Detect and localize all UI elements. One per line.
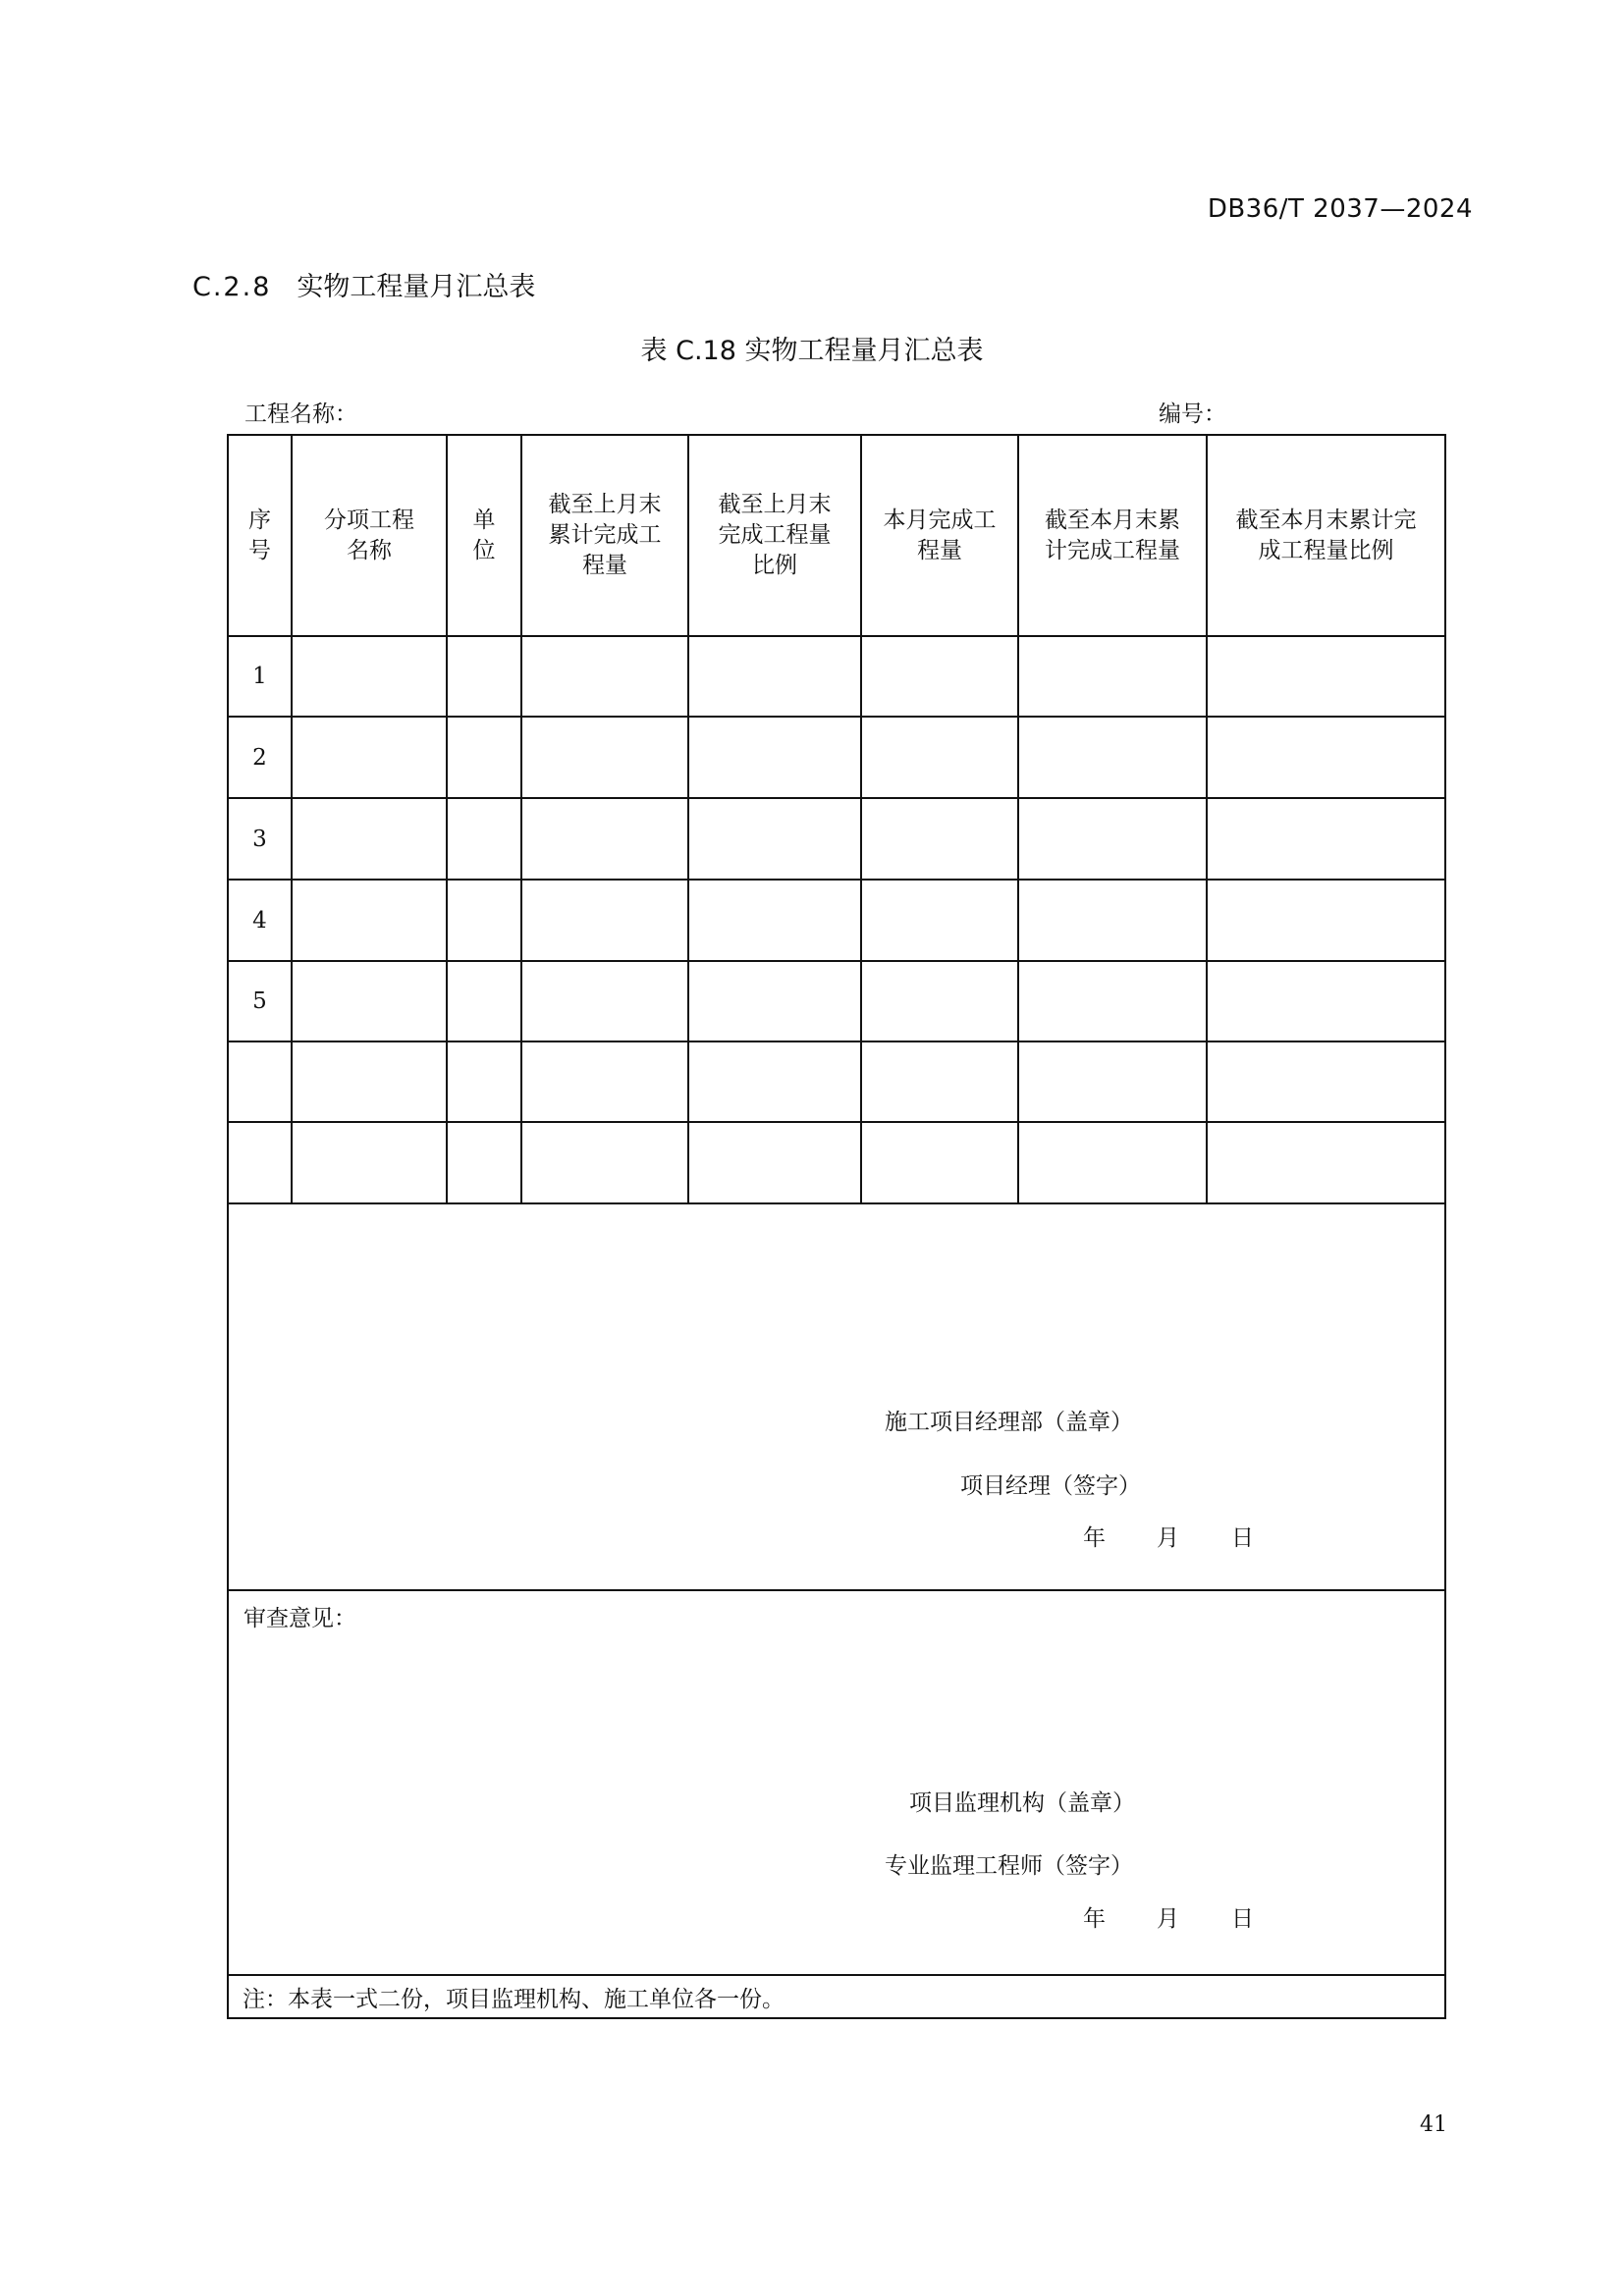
header-cell-cur-ratio	[1207, 435, 1445, 636]
table-cell	[861, 961, 1018, 1041]
table-cell	[1018, 880, 1207, 961]
table-cell	[861, 717, 1018, 798]
supervision-org-seal-label: 项目监理机构（盖章）	[909, 1790, 1135, 1816]
header-line: 位	[472, 537, 496, 563]
summary-table	[227, 434, 1446, 2019]
header-cell-this-month	[861, 435, 1018, 636]
review-year-label: 年	[1083, 1906, 1106, 1932]
table-cell	[292, 1122, 447, 1203]
table-cell	[1207, 961, 1445, 1041]
section-heading	[192, 265, 535, 303]
header-line: 截至上月末	[718, 492, 832, 517]
table-cell	[861, 880, 1018, 961]
header-line: 分项工程	[324, 507, 414, 533]
table-row	[228, 961, 1445, 1041]
table-cell	[521, 798, 688, 880]
table-cell	[1207, 717, 1445, 798]
project-name-label: 工程名称：	[244, 401, 357, 427]
table-cell	[1018, 798, 1207, 880]
header-cell-seq	[228, 435, 292, 636]
header-line: 完成工程量	[718, 522, 832, 548]
header-line: 比例	[752, 553, 797, 578]
table-cell	[447, 798, 521, 880]
construction-day-label: 日	[1231, 1525, 1254, 1551]
table-cell	[447, 717, 521, 798]
table-cell	[447, 1041, 521, 1122]
header-cell-unit	[447, 435, 521, 636]
header-line: 本月完成工	[883, 507, 997, 533]
table-row	[228, 1041, 1445, 1122]
table-cell	[688, 636, 861, 717]
table-row	[228, 717, 1445, 798]
table-cell	[688, 1041, 861, 1122]
header-row	[228, 435, 1445, 636]
header-cell-prev-ratio	[688, 435, 861, 636]
table-cell	[1207, 1122, 1445, 1203]
table-cell	[1018, 636, 1207, 717]
table-cell	[1018, 717, 1207, 798]
table-cell	[1207, 880, 1445, 961]
table-cell	[688, 1122, 861, 1203]
table-row	[228, 1122, 1445, 1203]
note-cell: 注：本表一式二份，项目监理机构、施工单位各一份。	[228, 1975, 1445, 2018]
section-number: C.2.8	[192, 272, 272, 302]
header-line: 成工程量比例	[1258, 537, 1394, 563]
table-cell	[688, 961, 861, 1041]
review-cell	[228, 1590, 1445, 1975]
table-cell	[447, 961, 521, 1041]
table-cell	[521, 961, 688, 1041]
row-number: 1	[228, 636, 292, 717]
header-line: 截至上月末	[548, 492, 662, 517]
table-row	[228, 636, 1445, 717]
table-cell	[447, 880, 521, 961]
note-row	[228, 1975, 1445, 2018]
table-cell	[292, 961, 447, 1041]
table-row	[228, 798, 1445, 880]
table-cell	[1207, 1041, 1445, 1122]
row-number	[228, 1041, 292, 1122]
header-line: 序	[248, 507, 271, 533]
row-number: 4	[228, 880, 292, 961]
header-line: 截至本月末累	[1045, 507, 1180, 533]
table-cell	[521, 636, 688, 717]
table-cell	[292, 880, 447, 961]
table-cell	[447, 1122, 521, 1203]
table-caption: 表 C.18 实物工程量月汇总表	[640, 336, 984, 366]
table-cell	[861, 798, 1018, 880]
table-cell	[1018, 961, 1207, 1041]
table-cell	[688, 880, 861, 961]
table-cell	[521, 1041, 688, 1122]
table-cell	[1207, 636, 1445, 717]
review-month-label: 月	[1157, 1906, 1179, 1932]
construction-sign-row	[228, 1203, 1445, 1590]
header-cell-cur-cumulative	[1018, 435, 1207, 636]
table-cell	[688, 798, 861, 880]
header-cell-item-name	[292, 435, 447, 636]
header-line: 计完成工程量	[1045, 537, 1180, 563]
table-cell	[447, 636, 521, 717]
document-code: DB36/T 2037—2024	[1207, 194, 1473, 224]
table-cell	[521, 880, 688, 961]
header-line: 截至本月末累计完	[1235, 507, 1417, 533]
row-number: 3	[228, 798, 292, 880]
table-cell	[1207, 798, 1445, 880]
construction-sign-cell	[228, 1203, 1445, 1590]
row-number: 5	[228, 961, 292, 1041]
supervision-engineer-sign-label: 专业监理工程师（签字）	[885, 1853, 1133, 1879]
table-cell	[521, 717, 688, 798]
header-line: 累计完成工	[548, 522, 662, 548]
header-line: 程量	[582, 553, 627, 578]
construction-dept-seal-label: 施工项目经理部（盖章）	[885, 1410, 1133, 1435]
table-cell	[861, 1041, 1018, 1122]
project-manager-sign-label: 项目经理（签字）	[960, 1473, 1141, 1499]
section-title: 实物工程量月汇总表	[297, 272, 536, 302]
row-number	[228, 1122, 292, 1203]
table-cell	[688, 717, 861, 798]
table-cell	[1018, 1041, 1207, 1122]
construction-year-label: 年	[1083, 1525, 1106, 1551]
review-row	[228, 1590, 1445, 1975]
table-cell	[861, 1122, 1018, 1203]
serial-number-label: 编号：	[1159, 401, 1226, 427]
table-cell	[1018, 1122, 1207, 1203]
header-line: 名称	[347, 537, 392, 563]
construction-month-label: 月	[1157, 1525, 1179, 1551]
table-cell	[521, 1122, 688, 1203]
table-row	[228, 880, 1445, 961]
review-day-label: 日	[1231, 1906, 1254, 1932]
table-cell	[861, 636, 1018, 717]
header-line: 程量	[917, 537, 962, 563]
row-number: 2	[228, 717, 292, 798]
header-line: 号	[248, 537, 271, 563]
header-cell-prev-cumulative	[521, 435, 688, 636]
table-cell	[292, 717, 447, 798]
review-opinion-label: 审查意见：	[244, 1606, 356, 1631]
page-number: 41	[1420, 2112, 1447, 2137]
header-line: 单	[472, 507, 496, 533]
table-cell	[292, 798, 447, 880]
table-cell	[292, 636, 447, 717]
table-cell	[292, 1041, 447, 1122]
